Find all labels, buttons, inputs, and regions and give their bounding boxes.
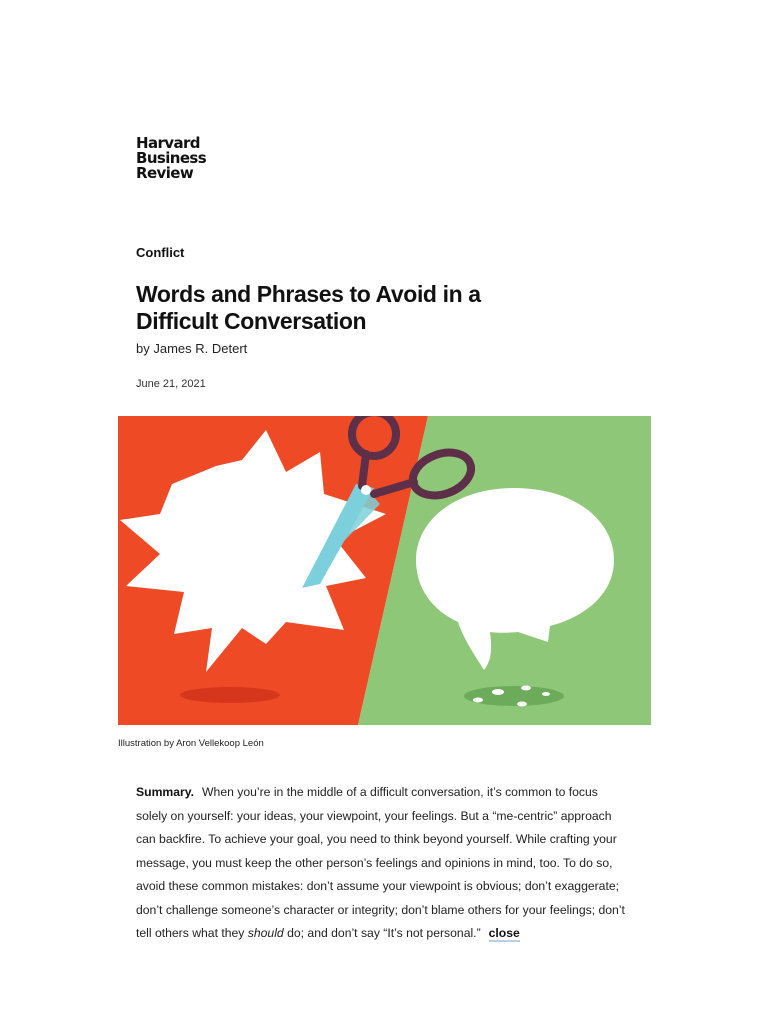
logo-line-business: Business [136,149,207,167]
right-shadow-ellipse [464,686,564,706]
hero-illustration [118,416,651,725]
hbr-logo[interactable] [136,136,206,181]
summary-close-link[interactable]: close [488,926,520,940]
article-date: June 21, 2021 [136,378,206,390]
summary-text-part1: When you’re in the middle of a difficult conversation, it’s common to focus solely on yourself: your ideas, your viewpoint, your feelings. But a “me-centric” approach can backfire. To achieve your goal, you need to think beyond yourself. While crafting your message, you must keep the other person’s feelings and opinions in mind, too. To do so, avoid these common mistakes: don’t assume your viewpoint is obvious; don’t exaggerate; don’t challenge someone’s character or integrity; don’t blame others for your feelings; don’t tell others what they [136,785,625,940]
article-title: Words and Phrases to Avoid in a Difficult Conversation [136,281,481,334]
article-summary [136,781,632,946]
article-category-link[interactable]: Conflict [136,245,185,260]
logo-line-harvard: Harvard [136,134,200,152]
article-byline: by James R. Detert [136,341,248,356]
logo-line-review: Review [136,164,194,182]
summary-label: Summary. [136,785,195,799]
illustration-credit: Illustration by Aron Vellekoop León [118,738,264,749]
summary-text-part2: do; and don’t say “It’s not personal.” [283,926,481,940]
left-shadow-ellipse [180,687,280,703]
summary-emphasis: should [247,926,284,940]
